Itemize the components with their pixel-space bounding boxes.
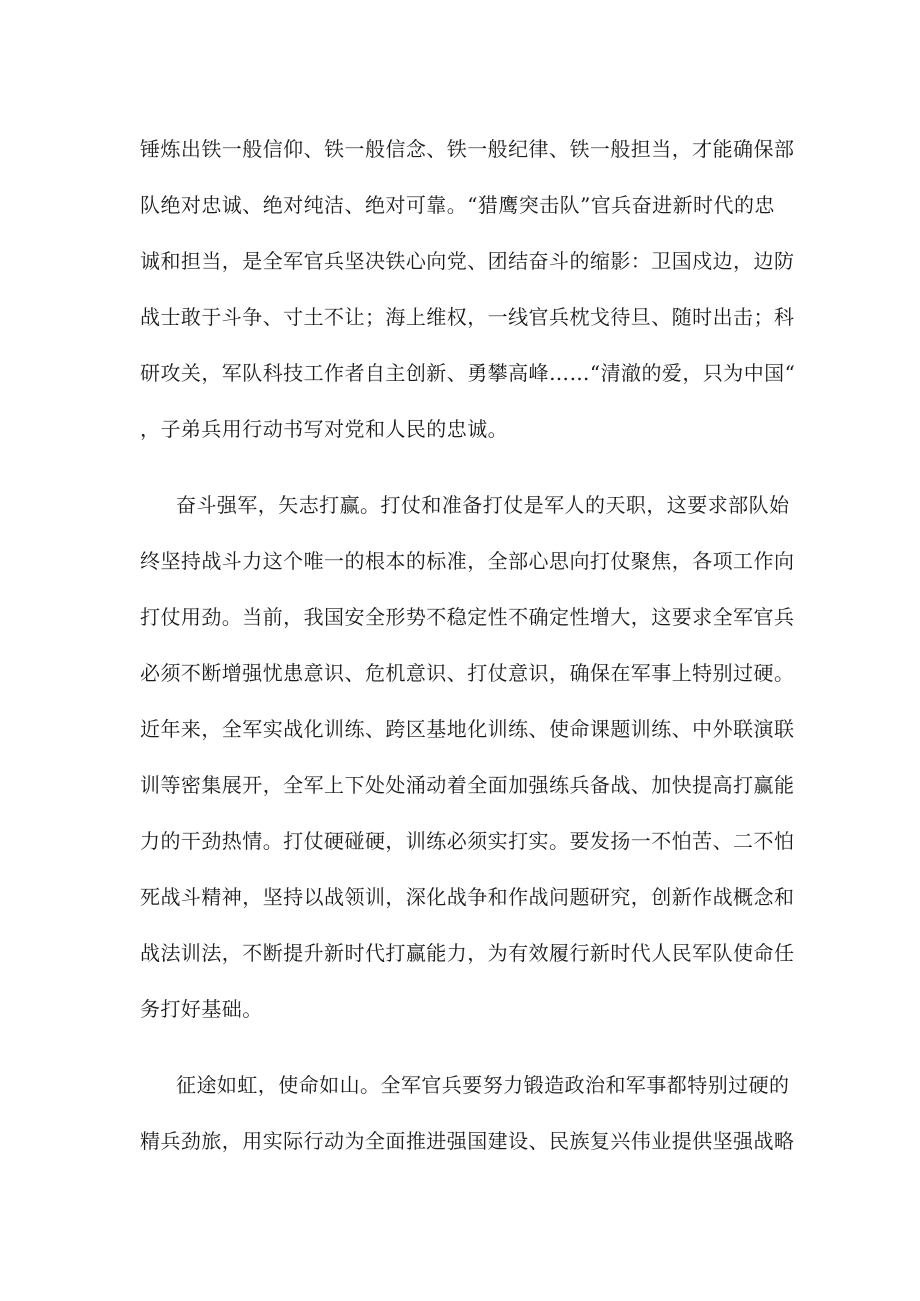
paragraph-2-line-8: 死战斗精神，坚持以战领训，深化战争和作战问题研究，创新作战概念和 [140, 885, 795, 909]
paragraph-3-line-1: 征途如虹，使命如山。全军官兵要努力锻造政治和军事都特别过硬的 [176, 1073, 790, 1097]
paragraph-2-line-4: 必须不断增强忧患意识、危机意识、打仗意识，确保在军事上特别过硬。 [140, 661, 795, 685]
paragraph-2-line-2: 终坚持战斗力这个唯一的根本的标准，全部心思向打仗聚焦，各项工作向 [140, 549, 795, 573]
paragraph-2-line-9: 战法训法，不断提升新时代打赢能力，为有效履行新时代人民军队使命任 [140, 941, 795, 965]
paragraph-2-line-5: 近年来，全军实战化训练、跨区基地化训练、使命课题训练、中外联演联 [140, 717, 795, 741]
paragraph-3-line-2: 精兵劲旅，用实际行动为全面推进强国建设、民族复兴伟业提供坚强战略 [140, 1129, 795, 1153]
paragraph-1-line-5: 研攻关，军队科技工作者自主创新、勇攀高峰……“清澈的爱，只为中国“ [140, 361, 796, 385]
paragraph-2-line-7: 力的干劲热情。打仗硬碰硬，训练必须实打实。要发扬一不怕苦、二不怕 [140, 829, 795, 853]
paragraph-1-line-2: 队绝对忠诚、绝对纯洁、绝对可靠。“猎鹰突击队”官兵奋进新时代的忠 [140, 193, 775, 217]
paragraph-1-line-4: 战士敢于斗争、寸土不让；海上维权，一线官兵枕戈待旦、随时出击；科 [140, 305, 795, 329]
paragraph-2-line-10: 务打好基础。 [140, 997, 263, 1021]
paragraph-2-line-6: 训等密集展开，全军上下处处涌动着全面加强练兵备战、加快提高打赢能 [140, 773, 795, 797]
paragraph-1-line-3: 诚和担当，是全军官兵坚决铁心向党、团结奋斗的缩影：卫国戍边，边防 [140, 249, 795, 273]
paragraph-1-line-6: ，子弟兵用行动书写对党和人民的忠诚。 [140, 417, 509, 441]
paragraph-2-line-1: 奋斗强军，矢志打赢。打仗和准备打仗是军人的天职，这要求部队始 [176, 493, 790, 517]
paragraph-1-line-1: 锤炼出铁一般信仰、铁一般信念、铁一般纪律、铁一般担当，才能确保部 [140, 137, 795, 161]
paragraph-2-line-3: 打仗用劲。当前，我国安全形势不稳定性不确定性增大，这要求全军官兵 [140, 605, 795, 629]
